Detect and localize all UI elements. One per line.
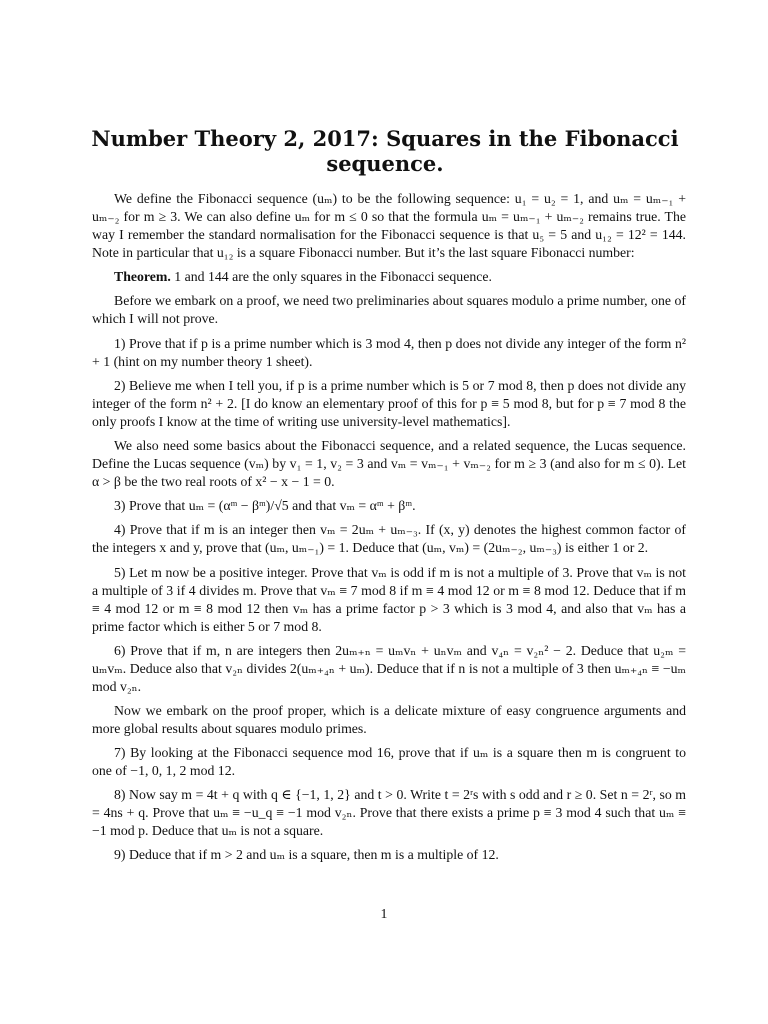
theorem-text: 1 and 144 are the only squares in the Fibonacci sequence. [174,269,492,285]
theorem-statement [92,268,686,286]
page-number: 1 [380,906,388,921]
exercise-8: 8) Now say m = 4t + q with q ∈ {−1, 1, 2} and t > 0. Write t = 2ʳs with s odd and r ≥ 0. Set n = 2ʳ, so m = 4ns + q. Prove that uₘ ≡ −u_q ≡ −1 mod v₂ₙ. Prove that there exists a prime p ≡ 3 mod 4 such that uₘ ≡ −1 mod p. Deduce that uₘ is not a square. [92,787,686,839]
exercise-2: 2) Believe me when I tell you, if p is a prime number which is 5 or 7 mod 8, then p does not divide any integer of the form n² + 2. [I do know an elementary proof of this for p ≡ 5 mod 8, but for p ≡ 7 mod 8 the only proofs I know at the time of writing use university-level mathematics]. [92,377,686,429]
document-body [92,190,686,871]
paragraph-intro: We define the Fibonacci sequence (uₘ) to be the following sequence: u₁ = u₂ = 1, and uₘ = uₘ₋₁ + uₘ₋₂ for m ≥ 3. We can also define uₘ for m ≤ 0 so that the formula uₘ = uₘ₋₁ + uₘ₋₂ remains true. The way I remember the standard normalisation for the Fibonacci sequence is that u₅ = 5 and u₁₂ = 12² = 144. Note in particular that u₁₂ is a square Fibonacci number. But it’s the last square Fibonacci number: [92,191,686,260]
exercise-3: 3) Prove that uₘ = (αᵐ − βᵐ)/√5 and that vₘ = αᵐ + βᵐ. [114,498,416,514]
exercise-5: 5) Let m now be a positive integer. Prove that vₘ is odd if m is not a multiple of 3. Prove that vₘ is not a multiple of 3 if 4 divides m. Prove that vₘ ≡ 7 mod 8 if m ≡ 4 mod 12 or m ≡ 8 mod 12. Deduce that if m ≡ 4 mod 12 or m ≡ 8 mod 12 then vₘ has a prime factor p > 3 which is 3 mod 4, and also that vₘ has a prime factor which is either 5 or 7 mod 8. [92,564,686,634]
document-title: Number Theory 2, 2017: Squares in the Fibonacci sequence. [91,126,679,176]
theorem-label: Theorem. [114,269,171,285]
exercise-9: 9) Deduce that if m > 2 and uₘ is a square, then m is a multiple of 12. [114,847,499,863]
exercise-1: 1) Prove that if p is a prime number which is 3 mod 4, then p does not divide any integer of the form n² + 1 (hint on my number theory 1 sheet). [92,335,686,369]
exercise-4: 4) Prove that if m is an integer then vₘ = 2uₘ + uₘ₋₃. If (x, y) denotes the highest common factor of the integers x and y, prove that (uₘ, uₘ₋₁) = 1. Deduce that (uₘ, vₘ) = (2uₘ₋₂, uₘ₋₃) is either 1 or 2. [92,522,686,556]
exercise-7: 7) By looking at the Fibonacci sequence mod 16, prove that if uₘ is a square then m is congruent to one of −1, 0, 1, 2 mod 12. [92,745,686,779]
paragraph-proof-proper: Now we embark on the proof proper, which is a delicate mixture of easy congruence arguments and more global results about squares modulo primes. [92,702,686,736]
exercise-6: 6) Prove that if m, n are integers then 2uₘ₊ₙ = uₘvₙ + uₙvₘ and v₄ₙ = v₂ₙ² − 2. Deduce that u₂ₘ = uₘvₘ. Deduce also that v₂ₙ divides 2(uₘ₊₄ₙ + uₘ). Deduce that if n is not a multiple of 3 then uₘ₊₄ₙ ≡ −uₘ mod v₂ₙ. [92,642,686,694]
paragraph-preliminaries: Before we embark on a proof, we need two preliminaries about squares modulo a prime number, one of which I will not prove. [92,293,686,327]
paragraph-lucas: We also need some basics about the Fibonacci sequence, and a related sequence, the Lucas sequence. Define the Lucas sequence (vₘ) by v₁ = 1, v₂ = 3 and vₘ = vₘ₋₁ + vₘ₋₂ for m ≥ 3 (and also for m ≤ 0). Let α > β be the two real roots of x² − x − 1 = 0. [92,437,686,489]
